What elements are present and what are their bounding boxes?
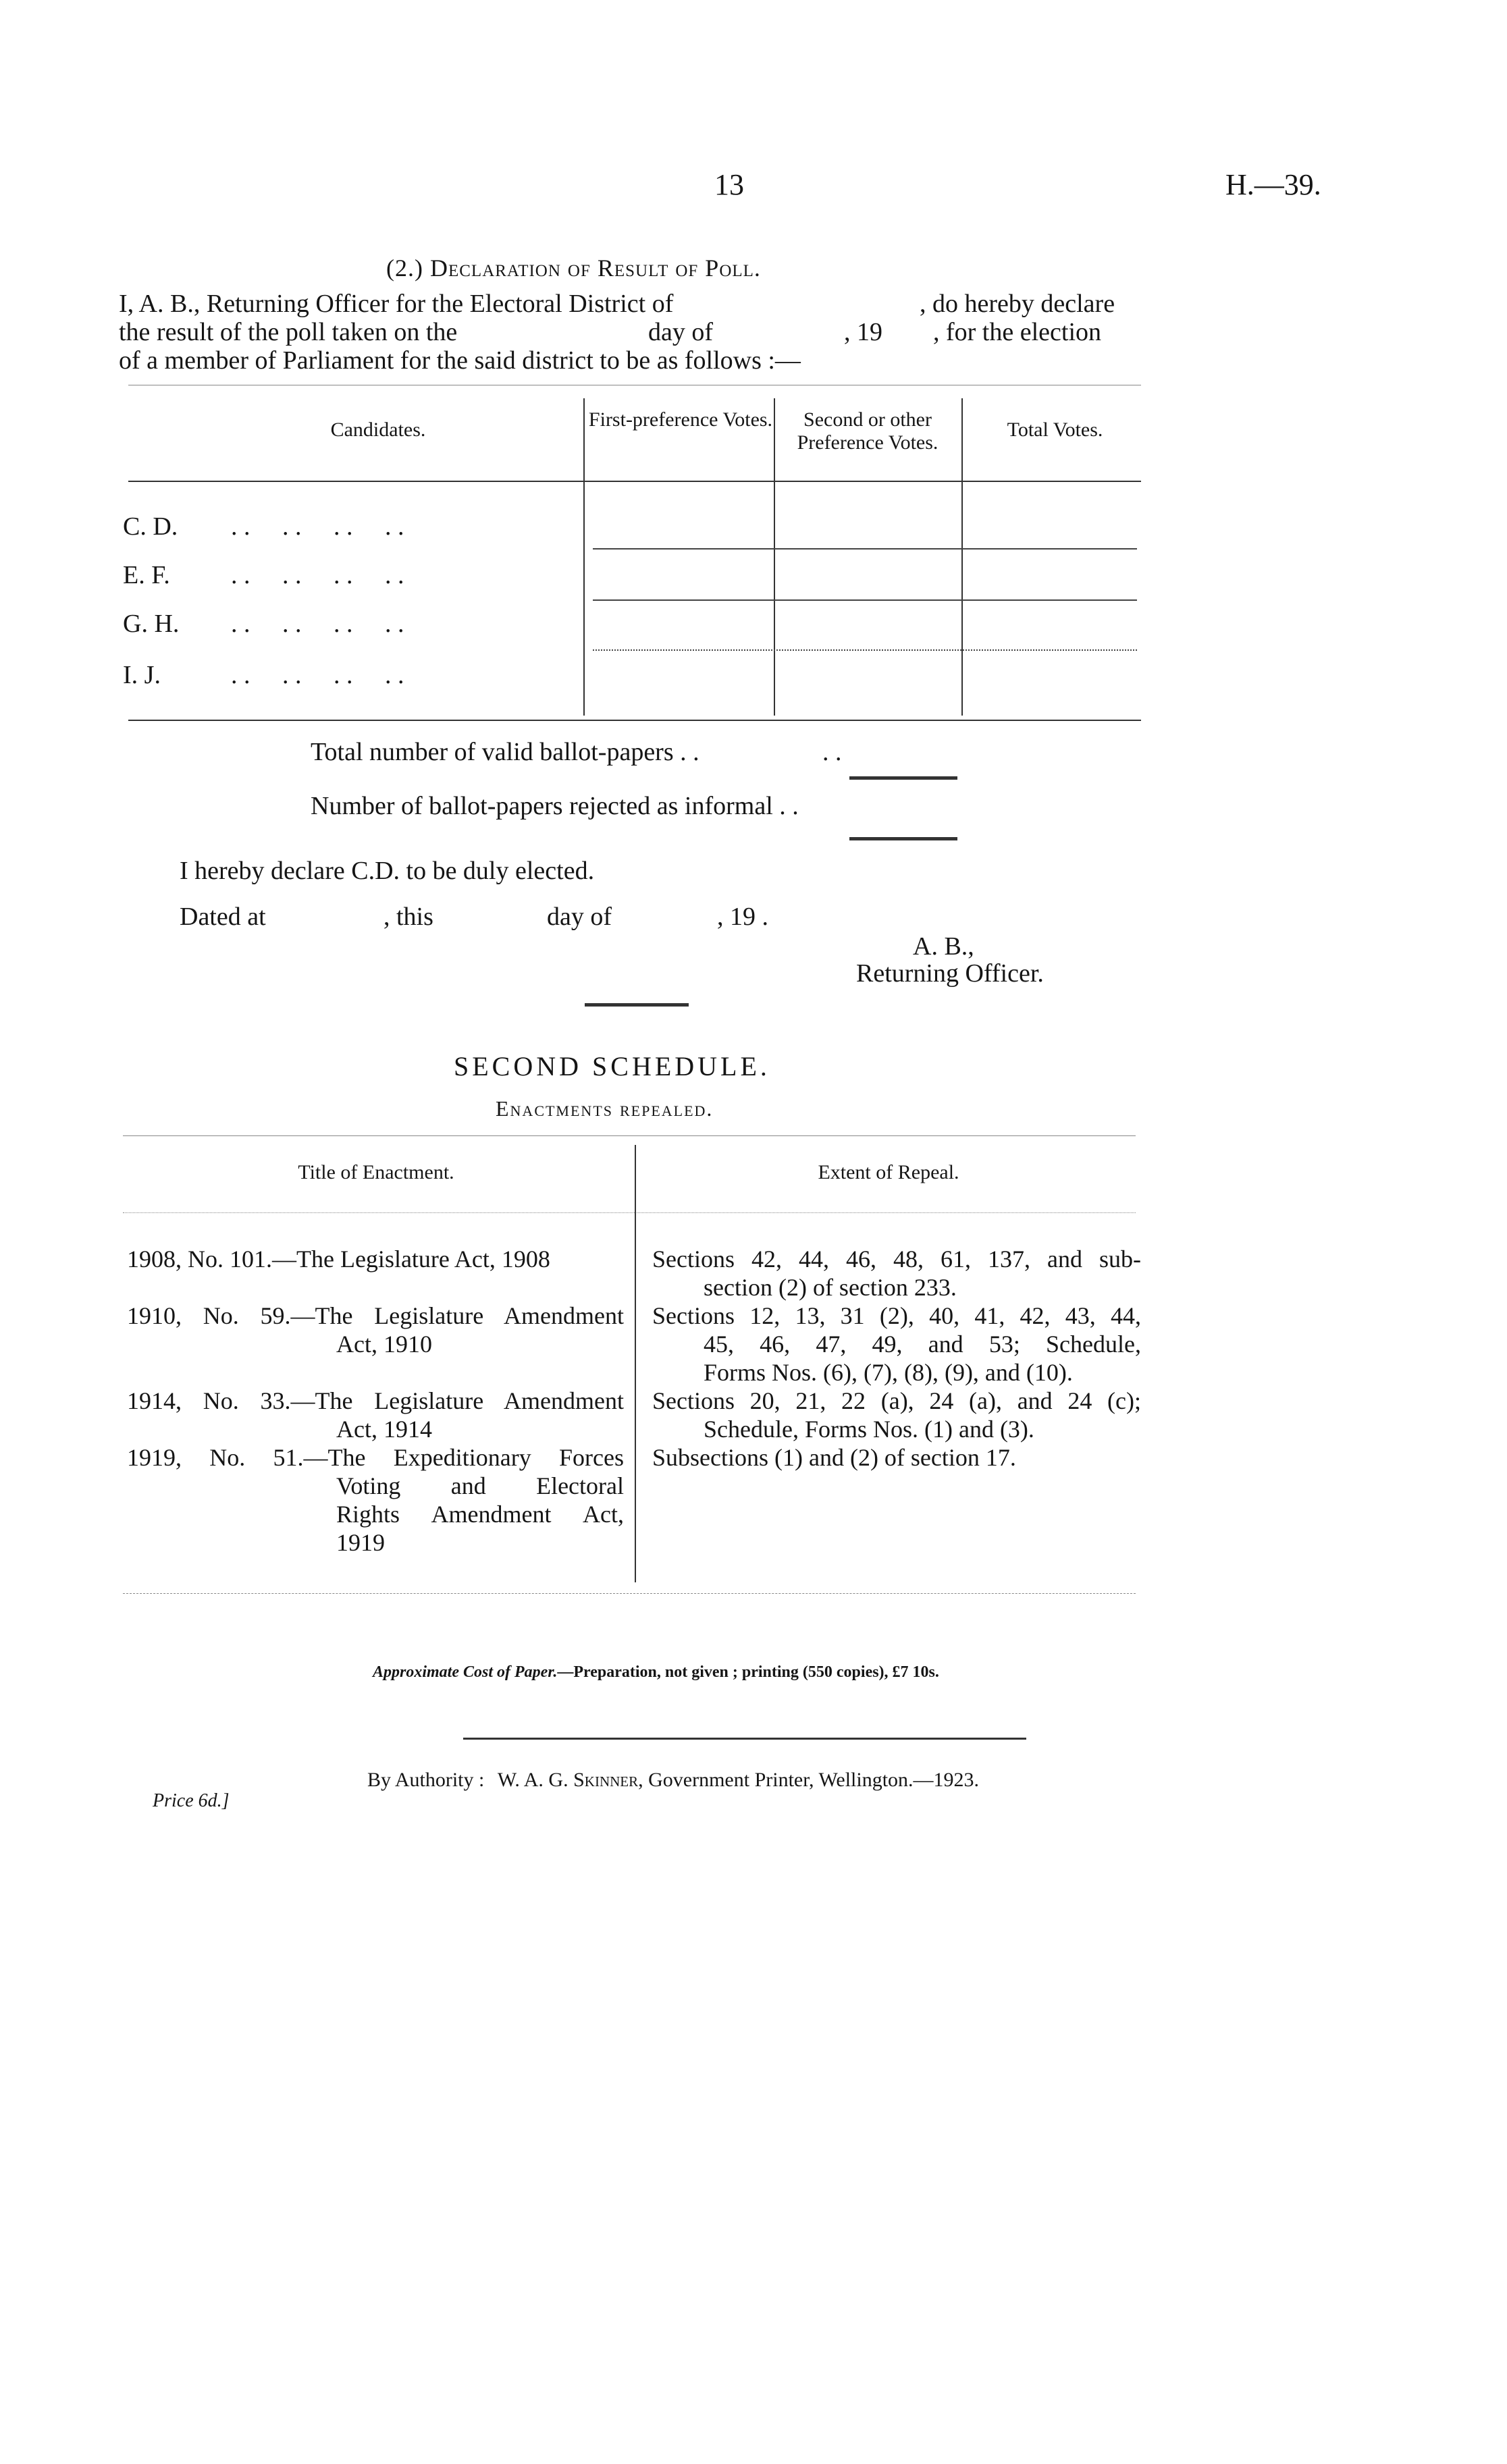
candidate-row-ij: I. J. bbox=[123, 661, 161, 689]
candidate-row-ef: E. F. bbox=[123, 561, 170, 589]
declaration-line-2-b: day of bbox=[648, 318, 714, 346]
authority-prefix: By Authority : bbox=[367, 1769, 485, 1791]
extent-1910-line-2: 45, 46, 47, 49, and 53; Schedule, bbox=[704, 1331, 1141, 1358]
candidate-row-gh: G. H. bbox=[123, 610, 180, 638]
cell-rule-2 bbox=[593, 599, 1137, 601]
cell-rule-1 bbox=[593, 548, 1137, 550]
section-divider bbox=[585, 1003, 689, 1007]
schedule-title: SECOND SCHEDULE. bbox=[454, 1051, 770, 1081]
rejected-rule bbox=[849, 837, 957, 840]
cost-of-paper bbox=[373, 1663, 939, 1682]
candidate-row-ef-dots: . . . . . . . . bbox=[231, 561, 404, 589]
extent-1919: Subsections (1) and (2) of section 17. bbox=[652, 1444, 1016, 1471]
table-bottom-rule bbox=[128, 720, 1141, 721]
printer-details: Government Printer, Wellington.—1923. bbox=[648, 1769, 980, 1791]
header-extent-of-repeal: Extent of Repeal. bbox=[818, 1161, 959, 1183]
total-valid-ballots-label: Total number of valid ballot-papers . . bbox=[311, 738, 699, 766]
extent-1914-line-1: Sections 20, 21, 22 (a), 24 (a), and 24 (c); bbox=[652, 1387, 1141, 1414]
extent-1908-line-1: Sections 42, 44, 46, 48, 61, 137, and sub- bbox=[652, 1246, 1141, 1273]
enactment-1919-line-2: Voting and Electoral bbox=[336, 1472, 624, 1499]
header-total-votes: Total Votes. bbox=[1007, 419, 1103, 441]
document-reference: H.—39. bbox=[1225, 168, 1321, 201]
header-candidates: Candidates. bbox=[330, 419, 426, 441]
header-second-preference: Second or other Preference Votes. bbox=[797, 408, 938, 454]
extent-1910-line-3: Forms Nos. (6), (7), (8), (9), and (10). bbox=[704, 1359, 1073, 1386]
dated-year: , 19 . bbox=[717, 903, 768, 931]
declaration-line-3: of a member of Parliament for the said district to be as follows :— bbox=[119, 346, 801, 375]
cost-of-paper-label: Approximate Cost of Paper. bbox=[373, 1663, 558, 1681]
page-number: 13 bbox=[714, 168, 744, 201]
signatory-title: Returning Officer. bbox=[856, 959, 1044, 988]
extent-1910-line-1: Sections 12, 13, 31 (2), 40, 41, 42, 43, 44, bbox=[652, 1302, 1141, 1329]
enactment-1919-line-1: 1919, No. 51.—The Expeditionary Forces bbox=[127, 1444, 624, 1471]
enactment-1914-line-2: Act, 1914 bbox=[336, 1416, 432, 1443]
extent-1908-line-2: section (2) of section 233. bbox=[704, 1274, 957, 1301]
declaration-line-2-a: the result of the poll taken on the bbox=[119, 318, 458, 346]
dated-at: Dated at bbox=[180, 903, 266, 931]
enactment-1910-line-2: Act, 1910 bbox=[336, 1331, 432, 1358]
enactment-1914-line-1: 1914, No. 33.—The Legislature Amendment bbox=[127, 1387, 624, 1414]
header-first-preference: First-preference Votes. bbox=[588, 408, 773, 431]
schedule-top-rule bbox=[123, 1135, 1136, 1136]
dated-this: , this bbox=[384, 903, 433, 931]
header-title-of-enactment: Title of Enactment. bbox=[298, 1161, 454, 1183]
enactment-1919-line-3: Rights Amendment Act, bbox=[336, 1501, 624, 1528]
cell-rule-3 bbox=[593, 649, 1137, 651]
rejected-ballots-label: Number of ballot-papers rejected as informal . . bbox=[311, 792, 799, 820]
candidate-row-cd-dots: . . . . . . . . bbox=[231, 512, 404, 541]
schedule-bottom-rule bbox=[123, 1593, 1136, 1594]
header-rule bbox=[128, 481, 1141, 482]
schedule-subtitle: Enactments repealed. bbox=[496, 1096, 714, 1121]
candidate-row-ij-dots: . . . . . . . . bbox=[231, 661, 404, 689]
signatory-name: A. B., bbox=[913, 932, 974, 961]
column-divider-3 bbox=[961, 398, 963, 716]
extent-1914-line-2: Schedule, Forms Nos. (1) and (3). bbox=[704, 1416, 1034, 1443]
total-valid-rule bbox=[849, 776, 957, 780]
declaration-line-1-right: , do hereby declare bbox=[920, 290, 1115, 318]
cost-of-paper-text: —Preparation, not given ; printing (550 copies), £7 10s. bbox=[557, 1663, 939, 1681]
declaration-line-2-d: , for the election bbox=[933, 318, 1102, 346]
enactment-1919-line-4: 1919 bbox=[336, 1529, 385, 1556]
authority-line bbox=[367, 1769, 979, 1792]
candidate-row-cd: C. D. bbox=[123, 512, 178, 541]
enactment-1908: 1908, No. 101.—The Legislature Act, 1908 bbox=[127, 1246, 550, 1273]
schedule-header-rule bbox=[123, 1212, 1136, 1213]
total-valid-ballots-dots: . . bbox=[822, 738, 842, 766]
enactment-1910-line-1: 1910, No. 59.—The Legislature Amendment bbox=[127, 1302, 624, 1329]
dated-day-of: day of bbox=[547, 903, 612, 931]
authority-rule bbox=[463, 1738, 1026, 1740]
declaration-heading: (2.) Declaration of Result of Poll. bbox=[386, 255, 761, 282]
price: Price 6d.] bbox=[153, 1790, 230, 1811]
declaration-line-1-left: I, A. B., Returning Officer for the Electoral District of bbox=[119, 290, 674, 318]
candidate-row-gh-dots: . . . . . . . . bbox=[231, 610, 404, 638]
declaration-line-2-c: , 19 bbox=[844, 318, 882, 346]
elected-statement: I hereby declare C.D. to be duly elected. bbox=[180, 857, 595, 885]
column-divider-1 bbox=[583, 398, 585, 716]
printer-name: W. A. G. Skinner, bbox=[497, 1769, 643, 1791]
column-divider-2 bbox=[774, 398, 775, 716]
schedule-column-divider bbox=[635, 1145, 636, 1582]
